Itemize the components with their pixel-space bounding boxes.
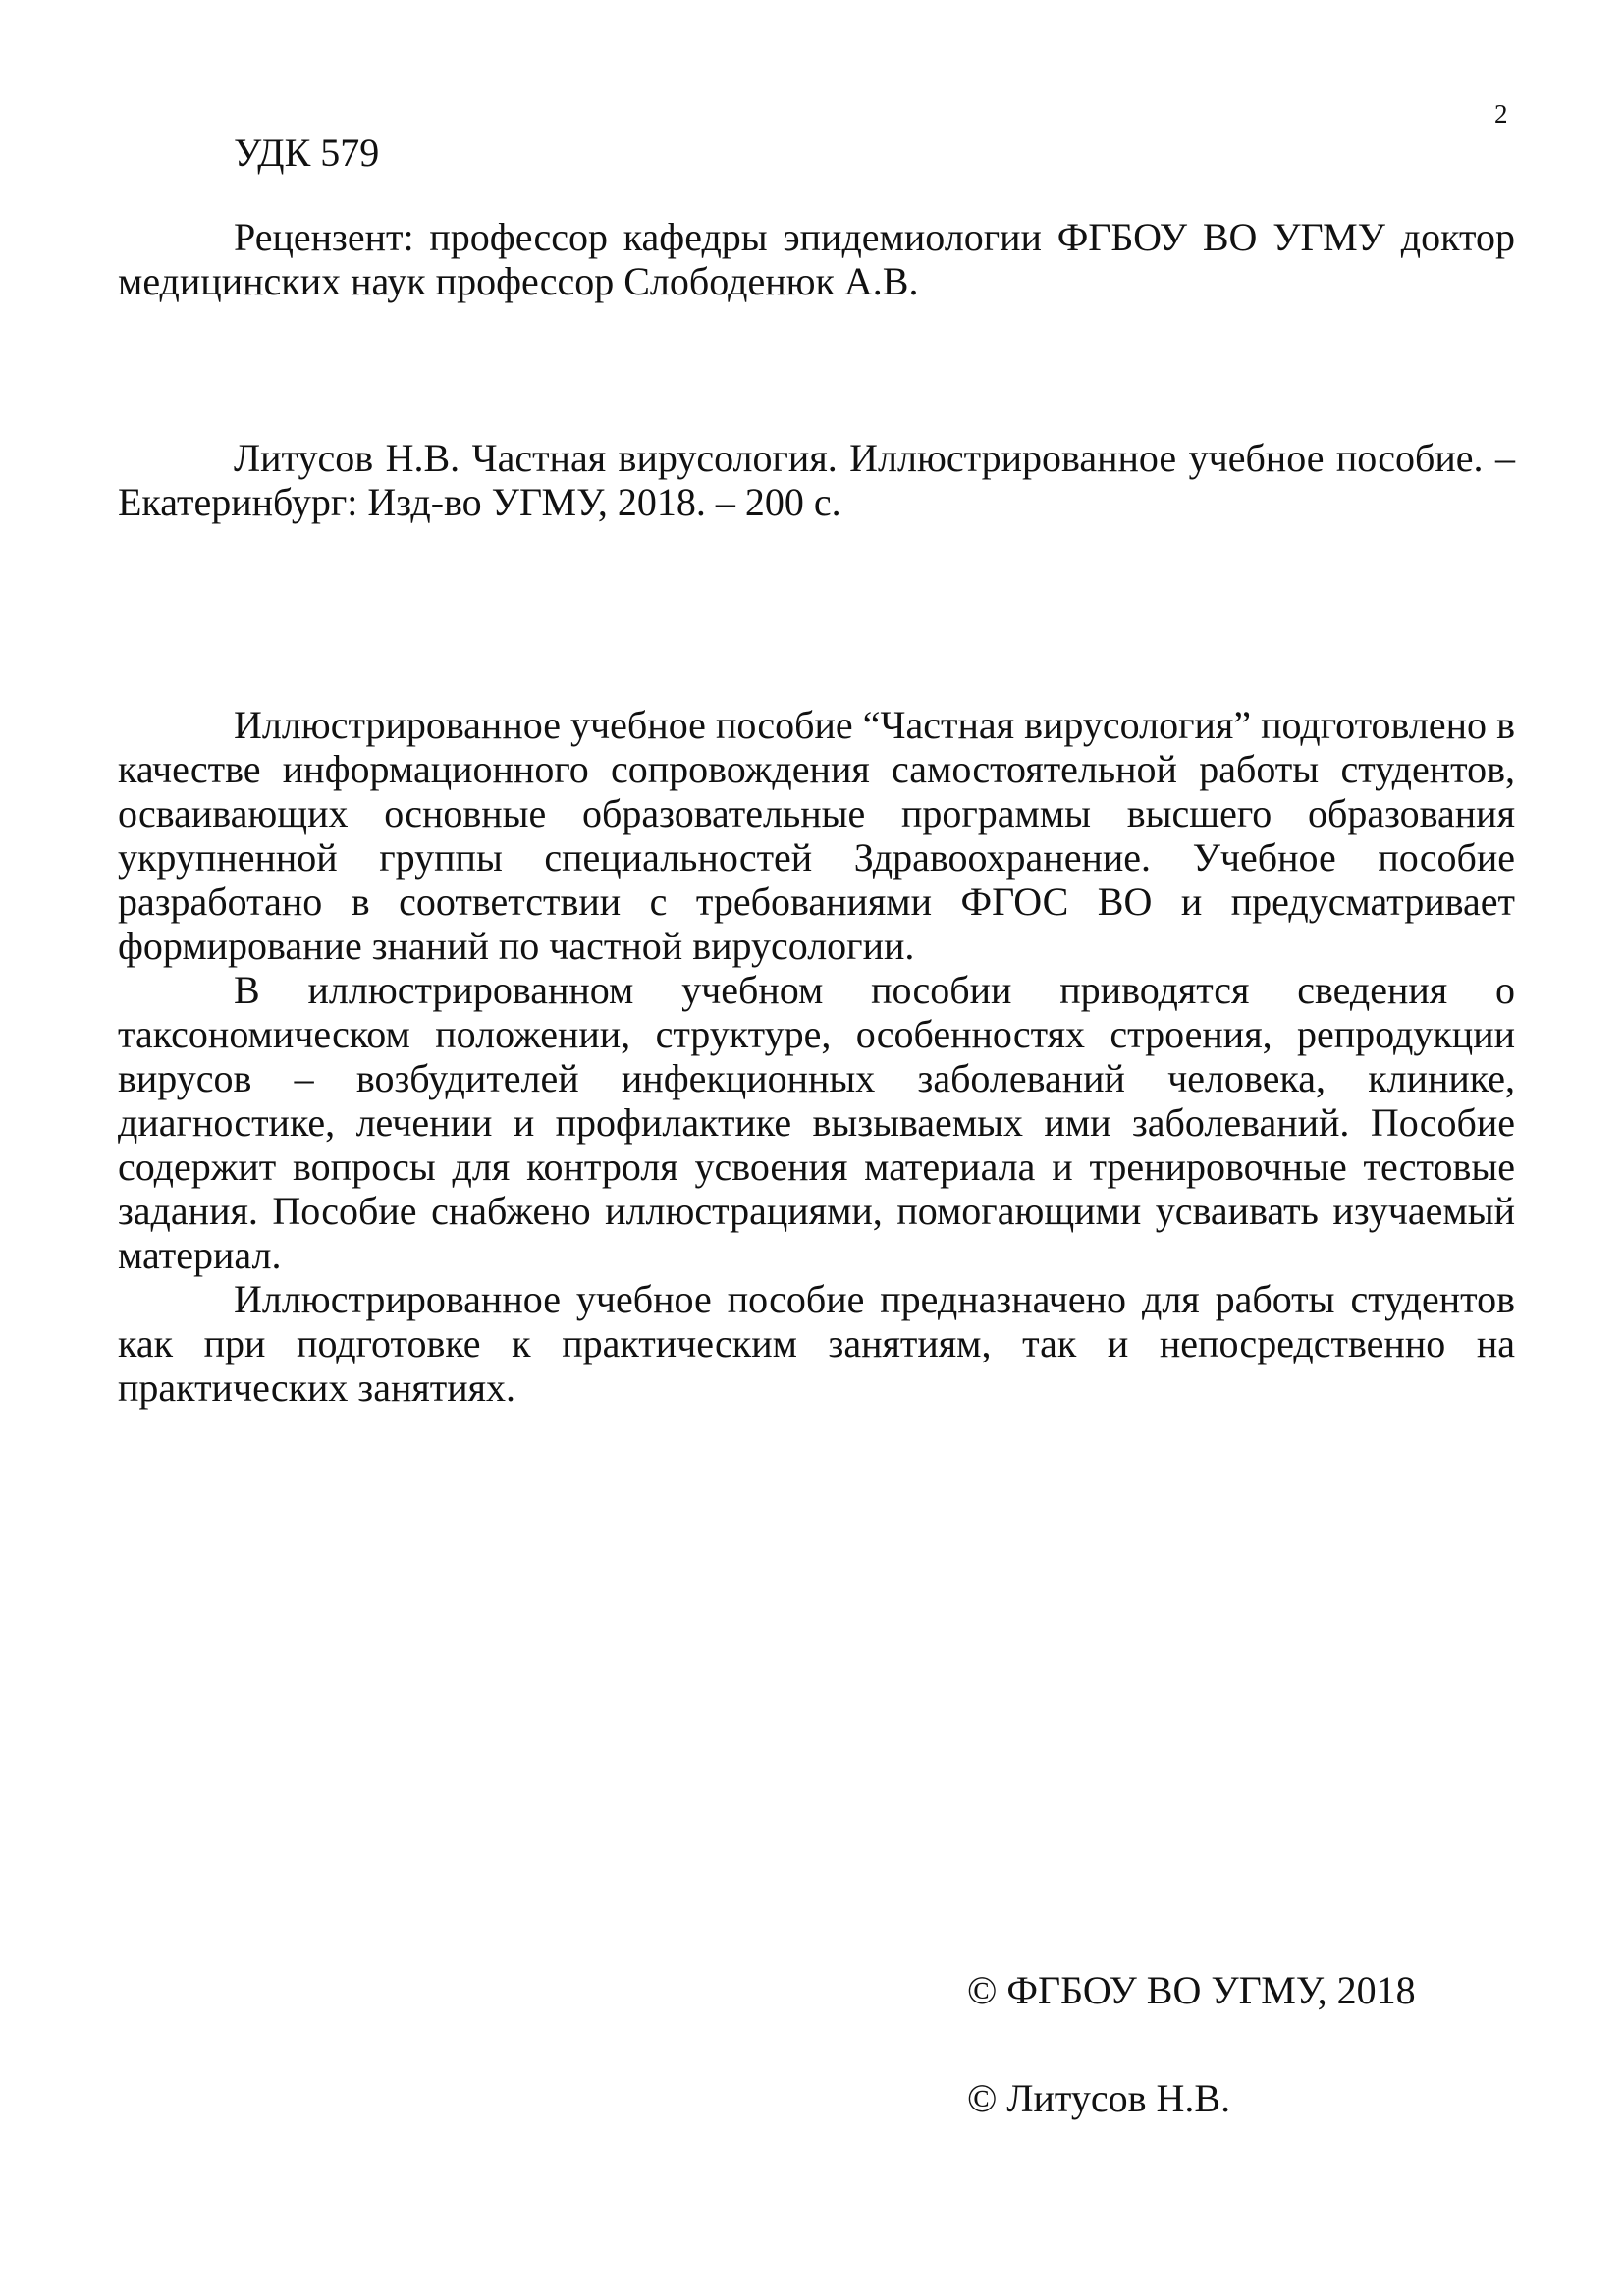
udk-code: УДК 579 (234, 131, 380, 175)
annotation-paragraph-purpose: Иллюстрированное учебное пособие “Частная вирусология” подготовлено в качестве информационного сопровождения самостоятельной работы студентов, осваивающих основные образовательные программы высшего образования укрупненной группы специальностей Здравоохранение. Учебное пособие разработано в соответствии с требованиями ФГОС ВО и предусматривает формирование знаний по частной вирусологии. (118, 703, 1515, 968)
copyright-organization: © ФГБОУ ВО УГМУ, 2018 (967, 1968, 1416, 2012)
citation-text: Литусов Н.В. Частная вирусология. Иллюстрированное учебное пособие. – Екатеринбург: Изд-во УГМУ, 2018. – 200 с. (118, 436, 1515, 524)
reviewer-text: Рецензент: профессор кафедры эпидемиологии ФГБОУ ВО УГМУ доктор медицинских наук профессор Слободенюк А.В. (118, 215, 1515, 303)
annotation-block (118, 703, 1515, 1410)
annotation-paragraph-content: В иллюстрированном учебном пособии приводятся сведения о таксономическом положении, структуре, особенностях строения, репродукции вирусов – возбудителей инфекционных заболеваний человека, клинике, диагностике, лечении и профилактике вызываемых ими заболеваний. Пособие содержит вопросы для контроля усвоения материала и тренировочные тестовые задания. Пособие снабжено иллюстрациями, помогающими усваивать изучаемый материал. (118, 968, 1515, 1277)
page-number: 2 (1494, 99, 1508, 129)
reviewer-block (118, 215, 1515, 303)
bibliographic-citation (118, 436, 1515, 524)
annotation-paragraph-usage: Иллюстрированное учебное пособие предназначено для работы студентов как при подготовке к практическим занятиям, так и непосредственно на практических занятиях. (118, 1277, 1515, 1410)
copyright-author: © Литусов Н.В. (967, 2076, 1231, 2120)
